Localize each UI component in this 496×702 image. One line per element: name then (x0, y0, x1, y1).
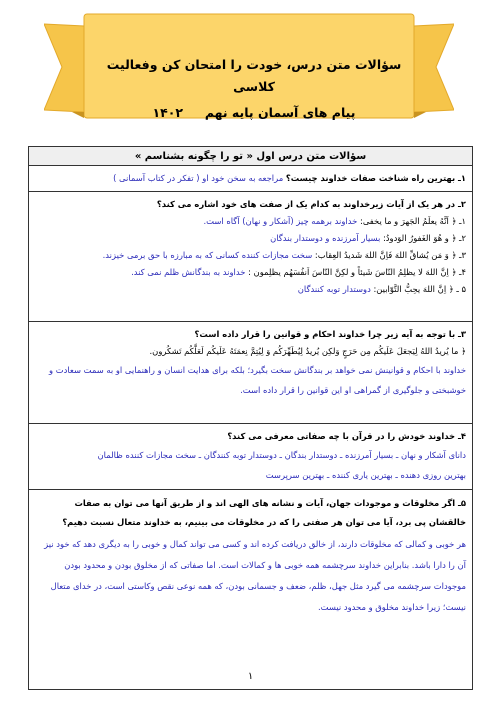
question-2-block (29, 191, 472, 321)
question-4-block (29, 423, 472, 489)
question-4-answer-line1: دانای آشکار و نهان ـ بسیار آمرزنده ـ دوستدار بندگان ـ دوستدار توبه کنندگان ـ سخت مجازات کننده ظالمان (97, 450, 466, 460)
question-4-text: ۴ـ خداوند خودش را در قرآن با چه صفاتی معرفی می کند؟ (227, 431, 466, 441)
banner-title-line2: پیام های آسمان پایه نهم ۱۴۰۲ (152, 105, 356, 120)
question-3-text: ۳ـ با توجه به آیه زیر چرا خداوند احکام و قوانین را قرار داده است؟ (194, 329, 466, 339)
question-sheet (28, 146, 473, 690)
verse-meaning: سخت مجازات کننده کسانی که به مبارزه با حق برمی خیزند. (102, 250, 315, 260)
question-2-text: ۲ـ در هر یک از آیات زیرخداوند به کدام یک از صفت های خود اشاره می کند؟ (156, 199, 466, 209)
question-5-text: ۵ـ اگر مخلوقات و موجودات جهان، آیات و نشانه های الهی اند و از طریق آنها می توان به صفات خالقشان پی برد، آیا می توان هر صفتی را که در مخلوقات می بینیم، به خداوند متعال نسبت دهیم؟ (62, 498, 466, 527)
title-banner (44, 4, 454, 122)
verse-text: ۳ـ ﴿ وَ مَن یُشاقِّ اللهَ فَاِنَّ اللهَ شَدیدُ العِقاب: (314, 250, 466, 260)
banner-text (104, 54, 404, 126)
question-4-answer-line2: بهترین روزی دهنده ـ بهترین یاری کننده ـ بهترین سرپرست (265, 470, 466, 480)
verse-text: ۱ـ ﴿ اَنَّهُ یعلَمُ الجَهرَ و ما یخفی: (360, 216, 466, 226)
question-2-item (35, 264, 466, 281)
lesson-title: سؤالات متن درس اول « تو را چگونه بشناسم » (134, 151, 367, 162)
question-1-text: ۱ـ بهترین راه شناخت صفات خداوند چیست؟ (285, 173, 466, 183)
question-5-answer: هر خوبی و کمالی که مخلوقات دارند، از خالق دریافت کرده اند و کسی می تواند کمال و خوبی را به دیگری دهد که خود نیز آن را دارا باشد. بنابراین خداوند سرچشمه همه خوبی ها و کمالات است. اما صفاتی که از مخلوق بودن و محدود بودن موجودات سرچشمه می گیرد مثل جهل، ظلم، ضعف و جسمانی بودن، که همه نوعی نقص وکاستی است، در خدای متعال نیست؛ زیرا خداوند مخلوق و محدود نیست. (44, 539, 466, 612)
question-2-item (35, 230, 466, 247)
banner-title-line1: سؤالات متن درس، خودت را امتحان کن وفعالیت کلاسی (106, 57, 402, 94)
question-3-block (29, 321, 472, 423)
verse-meaning: خداوند به بندگانش ظلم نمی کند. (131, 267, 249, 277)
verse-text: ۵ ـ ﴿ اِنَّ اللهَ یحِبُّ التَّوّابین: (373, 284, 466, 294)
question-2-item (35, 281, 466, 298)
question-5-block (29, 489, 472, 691)
verse-meaning: بسیار آمرزنده و دوستدار بندگان (270, 233, 383, 243)
verse-text: ۲ـ ﴿ و هُوَ الغَفورُ الوَدودُ: (382, 233, 466, 243)
question-2-item (35, 213, 466, 230)
verse-text: ۴ـ ﴿ اِنَّ اللهَ لا یظلِمُ النّاسَ شَیئاً و لکِنَّ النّاسَ اَنفُسَهُم یظلِمون : (248, 267, 466, 277)
question-1-block (29, 165, 472, 191)
question-3-verse: ﴿ ما یُریدُ اللهُ لِیَجعَلَ عَلَیکُم مِن حَرَجٍ وَلکِن یُریدُ لِیُطَهِّرَکُم وَ لِیُتِمَّ نِعمَتَهُ عَلَیکُم لَعَلَّکُم تَشکُرون. (149, 346, 466, 356)
verse-meaning: خداوند برهمه چیز (آشکار و نهان) آگاه است. (203, 216, 360, 226)
verse-meaning: دوستدار توبه کنندگان (297, 284, 374, 294)
question-2-item (35, 247, 466, 264)
lesson-title-row (29, 147, 472, 165)
question-1-answer: مراجعه به سخن خود او ( تفکر در کتاب آسمانی ) (113, 173, 284, 183)
page-number: ۱ (247, 671, 254, 682)
question-3-answer: خداوند با احکام و قوانینش نمی خواهد بر بندگانش سخت بگیرد؛ بلکه برای هدایت انسان و راهنمایی او به سمت سعادت و خوشبختی و جلوگیری از گمراهی او این قوانین را قرار داده است. (49, 365, 466, 395)
